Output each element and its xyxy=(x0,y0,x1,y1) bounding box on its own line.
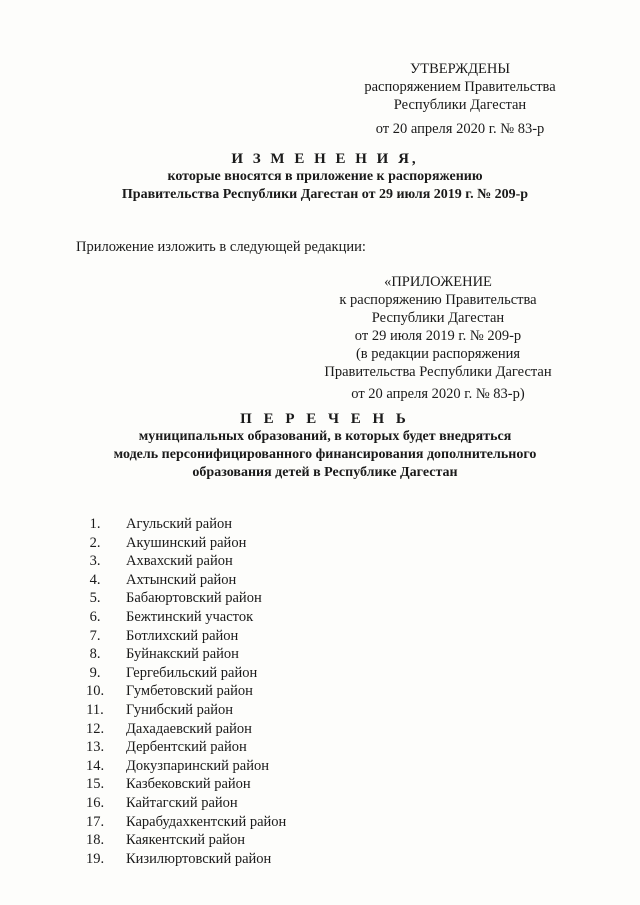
list-item xyxy=(70,571,470,590)
list-item xyxy=(70,645,470,664)
intro-paragraph: Приложение изложить в следующей редакции: xyxy=(76,239,366,255)
list-item-number: 9. xyxy=(89,664,101,681)
list-item-name: Ахвахский район xyxy=(126,553,233,570)
list-item-number: 11. xyxy=(86,701,104,718)
list-item-name: Кайтагский район xyxy=(126,794,238,811)
list-item-number: 14. xyxy=(85,757,105,774)
list-item xyxy=(70,664,470,683)
list-subtitle-line: муниципальных образований, в которых будет внедряться xyxy=(138,429,512,444)
list-item-name: Буйнакский район xyxy=(126,646,239,663)
list-item-number: 17. xyxy=(85,813,105,830)
appendix-line: от 29 июля 2019 г. № 209-р xyxy=(354,328,522,344)
appendix-line: Республики Дагестан xyxy=(371,310,505,326)
appendix-heading: «ПРИЛОЖЕНИЕ xyxy=(384,274,492,290)
list-item-name: Карабудахкентский район xyxy=(126,813,287,830)
list-item-number: 1. xyxy=(89,516,101,532)
list-item xyxy=(70,701,470,720)
list-item-name: Докузпаринский район xyxy=(126,757,270,774)
changes-subtitle-line: которые вносятся в приложение к распоряжению xyxy=(167,169,483,184)
list-item-number: 15. xyxy=(85,776,105,793)
list-item-name: Кизилюртовский район xyxy=(126,850,272,867)
list-subtitle-line: модель персонифицированного финансирования дополнительного xyxy=(113,447,537,462)
list-title xyxy=(60,410,590,482)
approval-heading: УТВЕРЖДЕНЫ xyxy=(409,61,511,77)
list-item xyxy=(70,850,470,869)
list-item xyxy=(70,738,470,757)
appendix-date: от 20 апреля 2020 г. № 83-р) xyxy=(351,386,525,402)
list-item-name: Ботлихский район xyxy=(126,627,239,644)
list-item-number: 3. xyxy=(89,553,101,570)
list-item-number: 10. xyxy=(85,683,105,700)
appendix-line: Правительства Республики Дагестан xyxy=(324,364,552,380)
list-item-name: Акушинский район xyxy=(126,534,247,551)
changes-subtitle-line: Правительства Республики Дагестан от 29 июля 2019 г. № 209-р xyxy=(121,187,529,202)
municipality-list xyxy=(70,515,470,868)
list-item-number: 7. xyxy=(89,627,101,644)
list-item-number: 12. xyxy=(85,720,105,737)
list-item-name: Каякентский район xyxy=(126,832,246,849)
list-item-name: Гергебильский район xyxy=(126,664,258,681)
list-item-name: Агульский район xyxy=(126,516,232,532)
list-item xyxy=(70,589,470,608)
list-item-number: 5. xyxy=(89,590,101,607)
list-item-number: 4. xyxy=(89,571,101,588)
approval-line: Республики Дагестан xyxy=(393,97,527,113)
appendix-line: к распоряжению Правительства xyxy=(339,292,537,308)
list-item xyxy=(70,813,470,832)
list-item-name: Дербентский район xyxy=(126,739,247,756)
list-item xyxy=(70,794,470,813)
list-item xyxy=(70,831,470,850)
list-item-name: Гумбетовский район xyxy=(126,683,253,700)
list-item-name: Бабаюртовский район xyxy=(126,590,262,607)
appendix-block xyxy=(308,273,568,403)
list-item xyxy=(70,720,470,739)
list-item-number: 18. xyxy=(85,832,105,849)
list-item xyxy=(70,608,470,627)
list-item-number: 2. xyxy=(89,534,101,551)
list-item-number: 8. xyxy=(89,646,101,663)
list-item-name: Гунибский район xyxy=(126,701,234,718)
list-item-number: 6. xyxy=(89,608,101,625)
approval-date: от 20 апреля 2020 г. № 83-р xyxy=(375,121,545,137)
list-item xyxy=(70,627,470,646)
changes-title xyxy=(60,150,590,204)
approval-stamp xyxy=(350,60,570,138)
appendix-line: (в редакции распоряжения xyxy=(355,346,521,362)
approval-line: распоряжением Правительства xyxy=(364,79,556,95)
list-item xyxy=(70,534,470,553)
list-item xyxy=(70,757,470,776)
list-item xyxy=(70,515,470,534)
list-item xyxy=(70,682,470,701)
list-item xyxy=(70,552,470,571)
list-item-number: 16. xyxy=(85,794,105,811)
list-item xyxy=(70,775,470,794)
list-heading: П Е Р Е Ч Е Н Ь xyxy=(240,411,410,427)
list-item-name: Ахтынский район xyxy=(126,571,237,588)
list-item-number: 19. xyxy=(85,850,105,867)
list-item-name: Дахадаевский район xyxy=(126,720,252,737)
list-item-number: 13. xyxy=(85,739,105,756)
list-subtitle-line: образования детей в Республике Дагестан xyxy=(192,465,458,480)
list-item-name: Бежтинский участок xyxy=(126,608,254,625)
list-item-name: Казбековский район xyxy=(126,776,251,793)
changes-heading: И З М Е Н Е Н И Я, xyxy=(231,151,419,167)
